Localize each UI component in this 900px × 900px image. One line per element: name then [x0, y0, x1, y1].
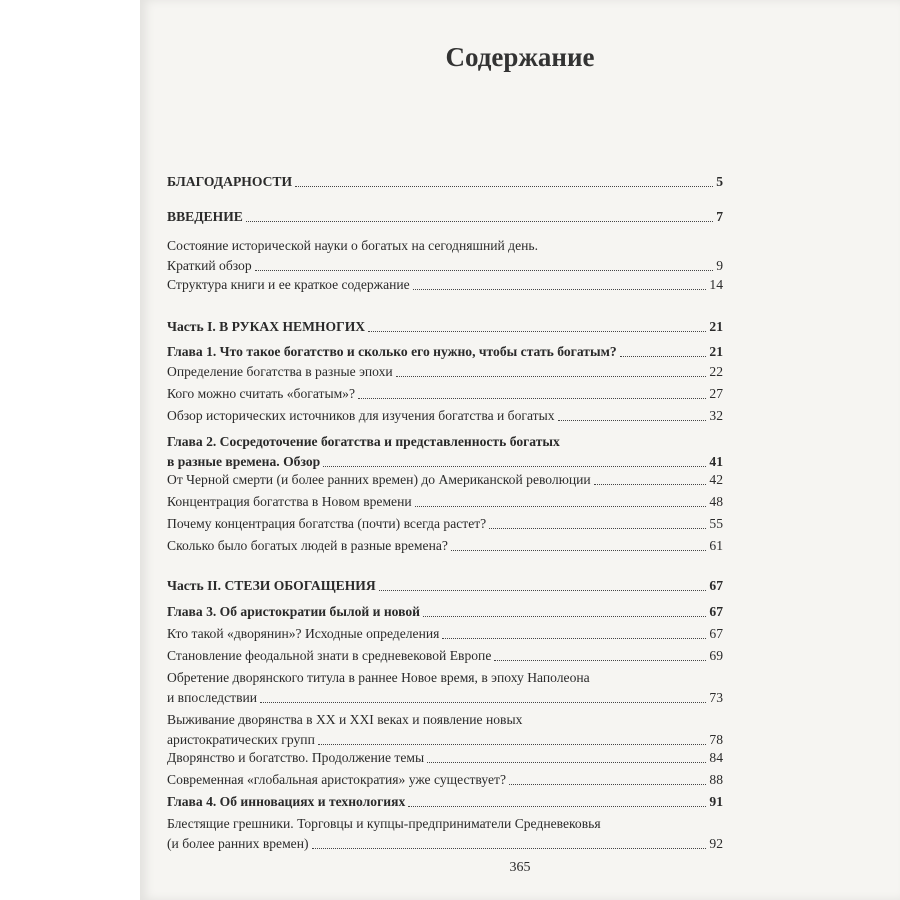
toc-entry: [167, 236, 723, 276]
toc-entry-title: Современная «глобальная аристократия» уже существует?: [167, 772, 507, 787]
dot-leader: [558, 419, 707, 421]
toc-entry: [167, 317, 723, 337]
dot-leader: [323, 465, 706, 467]
toc-entry: [167, 342, 723, 362]
toc-page-number: 7: [716, 209, 723, 224]
dot-leader: [368, 330, 706, 332]
toc-entry-title: (и более ранних времен): [167, 836, 309, 851]
toc-entry: [167, 470, 723, 490]
toc-page-number: 5: [716, 174, 723, 189]
toc-entry-title: Блестящие грешники. Торговцы и купцы-предприниматели Средневековья: [167, 816, 601, 831]
toc-entry-title: Обретение дворянского титула в раннее Новое время, в эпоху Наполеона: [167, 670, 590, 685]
dot-leader: [442, 637, 706, 639]
toc-entry-title: БЛАГОДАРНОСТИ: [167, 174, 293, 189]
toc-entry: [167, 602, 723, 622]
toc-entry-title: Сколько было богатых людей в разные времена?: [167, 538, 448, 553]
toc-page-number: 92: [709, 836, 723, 851]
dot-leader: [396, 375, 707, 377]
toc-page-number: 73: [709, 690, 723, 705]
dot-leader: [594, 483, 707, 485]
toc-entry: [167, 362, 723, 382]
toc-entry-title: Глава 1. Что такое богатство и сколько его нужно, чтобы стать богатым?: [167, 344, 617, 359]
toc-page-number: 9: [716, 258, 723, 273]
toc-entry: [167, 207, 723, 227]
toc-entry: [167, 492, 723, 512]
toc-entry: [167, 792, 723, 812]
toc-page-number: 27: [709, 386, 723, 401]
dot-leader: [408, 805, 706, 807]
toc-page-number: 69: [709, 648, 723, 663]
toc-entry-title: Структура книги и ее краткое содержание: [167, 277, 410, 292]
toc-entry-title: Состояние исторической науки о богатых на сегодняшний день.: [167, 238, 538, 253]
toc-page-number: 42: [709, 472, 723, 487]
toc-page-number: 41: [709, 454, 723, 469]
toc-entry-title: Кого можно считать «богатым»?: [167, 386, 356, 401]
toc-entry: [167, 710, 723, 750]
toc-page-number: 67: [709, 626, 723, 641]
toc-page-number: 78: [709, 732, 723, 747]
toc-entry: [167, 172, 723, 192]
toc-page-number: 21: [709, 344, 723, 359]
dot-leader: [494, 659, 706, 661]
toc-entry-title: Почему концентрация богатства (почти) всегда растет?: [167, 516, 487, 531]
dot-leader: [295, 185, 713, 187]
toc-page-number: 88: [709, 772, 723, 787]
toc-entry-title: ВВЕДЕНИЕ: [167, 209, 243, 224]
toc-entry-title: Глава 3. Об аристократии былой и новой: [167, 604, 420, 619]
toc-entry: [167, 814, 723, 854]
dot-leader: [620, 355, 707, 357]
toc-entry-title: Становление феодальной знати в средневековой Европе: [167, 648, 492, 663]
dot-leader: [509, 783, 706, 785]
dot-leader: [260, 701, 706, 703]
dot-leader: [489, 527, 706, 529]
toc-entry: [167, 514, 723, 534]
toc-entry: [167, 536, 723, 556]
toc-entry: [167, 646, 723, 666]
dot-leader: [423, 615, 706, 617]
toc-entry-title: Выживание дворянства в XX и XXI веках и появление новых: [167, 712, 523, 727]
toc-entry-title: Кто такой «дворянин»? Исходные определения: [167, 626, 440, 641]
dot-leader: [427, 761, 706, 763]
dot-leader: [379, 589, 707, 591]
dot-leader: [415, 505, 707, 507]
toc-entry-title: Краткий обзор: [167, 258, 252, 273]
toc-entry-title: Часть I. В РУКАХ НЕМНОГИХ: [167, 319, 366, 334]
page-title: Содержание: [445, 42, 595, 72]
toc-page-number: 67: [709, 578, 723, 593]
dot-leader: [413, 288, 707, 290]
toc-page-number: 55: [709, 516, 723, 531]
toc-entry: [167, 624, 723, 644]
toc-page-number: 61: [709, 538, 723, 553]
toc-page-number: 67: [709, 604, 723, 619]
toc-entry-title: аристократических групп: [167, 732, 315, 747]
toc-page-number: 14: [709, 277, 723, 292]
dot-leader: [246, 220, 713, 222]
toc-entry-title: Часть II. СТЕЗИ ОБОГАЩЕНИЯ: [167, 578, 376, 593]
toc-entry-title: От Черной смерти (и более ранних времен) до Американской революции: [167, 472, 591, 487]
toc-page-number: 91: [709, 794, 723, 809]
toc-entry: [167, 576, 723, 596]
toc-entry: [167, 770, 723, 790]
page-number: 365: [509, 860, 531, 875]
dot-leader: [358, 397, 706, 399]
dot-leader: [451, 549, 706, 551]
toc-page-number: 48: [709, 494, 723, 509]
book-page: [140, 0, 900, 900]
toc-entry: [167, 432, 723, 472]
toc-entry-title: в разные времена. Обзор: [167, 454, 321, 469]
toc-entry: [167, 384, 723, 404]
toc-entry-title: Глава 4. Об инновациях и технологиях: [167, 794, 406, 809]
toc-page-number: 32: [709, 408, 723, 423]
toc-page-number: 21: [709, 319, 723, 334]
toc-entry: [167, 748, 723, 768]
toc-entry-title: Обзор исторических источников для изучения богатства и богатых: [167, 408, 555, 423]
toc-entry-title: Глава 2. Сосредоточение богатства и представленность богатых: [167, 434, 560, 449]
toc-entry-title: Дворянство и богатство. Продолжение темы: [167, 750, 425, 765]
dot-leader: [255, 269, 714, 271]
dot-leader: [318, 743, 707, 745]
toc-entry: [167, 406, 723, 426]
toc-entry: [167, 275, 723, 295]
dot-leader: [312, 847, 707, 849]
toc-page-number: 22: [709, 364, 723, 379]
toc-entry-title: и впоследствии: [167, 690, 258, 705]
toc-entry-title: Определение богатства в разные эпохи: [167, 364, 393, 379]
toc-page-number: 84: [709, 750, 723, 765]
toc-entry-title: Концентрация богатства в Новом времени: [167, 494, 412, 509]
toc-entry: [167, 668, 723, 708]
